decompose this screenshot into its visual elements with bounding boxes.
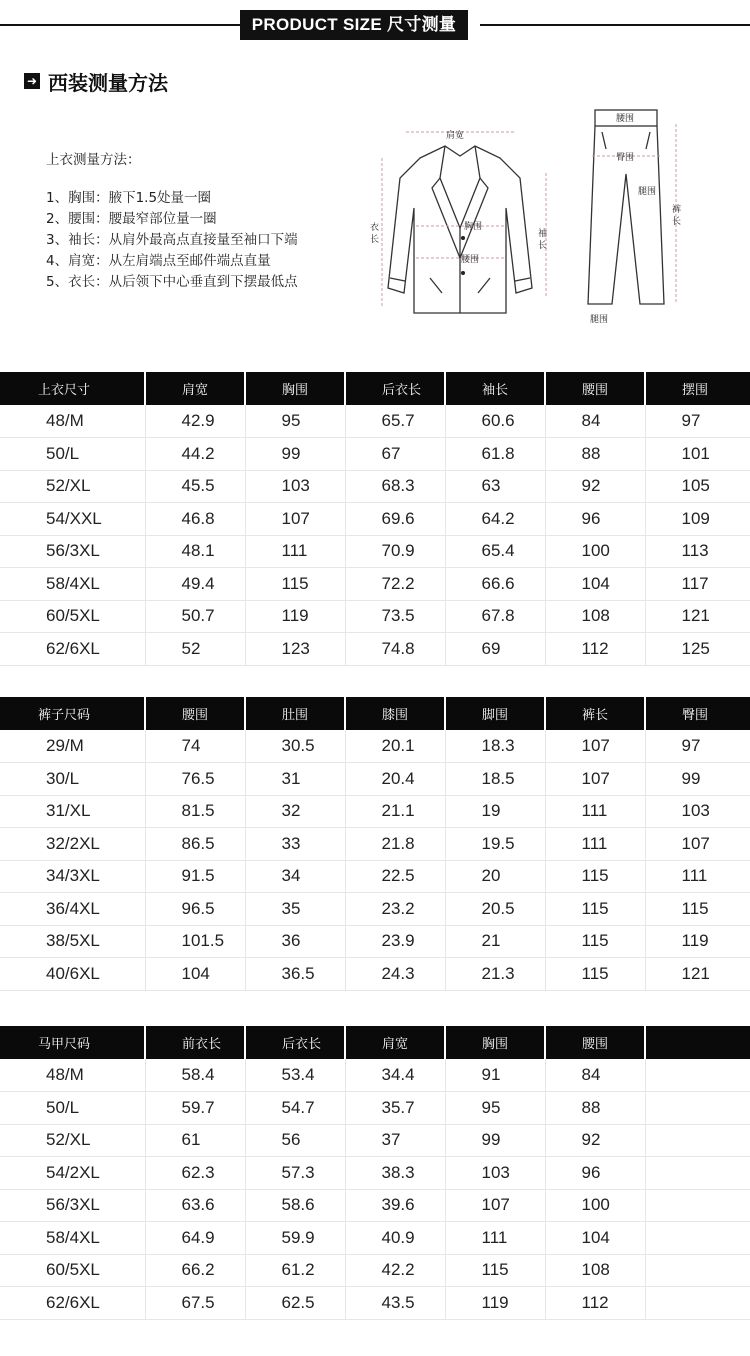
measurement-cell: 119 xyxy=(245,600,345,633)
diagram-label-hip: 臀围 xyxy=(616,153,635,163)
pants-measurement-diagram xyxy=(580,104,690,329)
measurement-cell: 34.4 xyxy=(345,1059,445,1092)
measurement-cell: 111 xyxy=(545,828,645,861)
measurement-cell: 30.5 xyxy=(245,730,345,763)
measurement-cell: 23.2 xyxy=(345,893,445,926)
measurement-cell: 108 xyxy=(545,600,645,633)
table-row xyxy=(0,828,750,861)
measurement-cell: 61.8 xyxy=(445,438,545,471)
measurement-cell: 33 xyxy=(245,828,345,861)
table-row xyxy=(0,405,750,438)
measurement-cell: 61.2 xyxy=(245,1254,345,1287)
measurement-cell: 35.7 xyxy=(345,1092,445,1125)
diagram-label-pants-length-1: 裤 xyxy=(672,205,682,215)
table-row xyxy=(0,893,750,926)
measurement-cell: 103 xyxy=(245,470,345,503)
measurement-cell: 115 xyxy=(645,893,750,926)
measurement-cell: 65.7 xyxy=(345,405,445,438)
measurement-cell: 20.5 xyxy=(445,893,545,926)
measurement-cell xyxy=(645,1157,750,1190)
size-cell: 32/2XL xyxy=(0,828,145,861)
size-cell: 34/3XL xyxy=(0,860,145,893)
table-row xyxy=(0,763,750,796)
size-cell: 50/L xyxy=(0,438,145,471)
table-row xyxy=(0,1222,750,1255)
diagram-label-pants-length-2: 长 xyxy=(672,217,682,227)
measurement-cell xyxy=(645,1189,750,1222)
measurement-cell: 115 xyxy=(545,860,645,893)
measurement-cell: 121 xyxy=(645,600,750,633)
measurement-cell: 19.5 xyxy=(445,828,545,861)
measurement-cell: 66.6 xyxy=(445,568,545,601)
measurement-cell: 46.8 xyxy=(145,503,245,536)
measurement-cell: 52 xyxy=(145,633,245,666)
measurement-cell: 18.3 xyxy=(445,730,545,763)
product-size-banner xyxy=(0,10,750,40)
table-row xyxy=(0,568,750,601)
table-row xyxy=(0,1124,750,1157)
column-header: 袖长 xyxy=(445,372,545,405)
measurement-cell: 65.4 xyxy=(445,535,545,568)
measurement-cell: 45.5 xyxy=(145,470,245,503)
column-header: 腰围 xyxy=(545,372,645,405)
measurement-cell: 119 xyxy=(645,925,750,958)
size-cell: 52/XL xyxy=(0,1124,145,1157)
measurement-cell: 44.2 xyxy=(145,438,245,471)
measurement-cell: 95 xyxy=(445,1092,545,1125)
measurement-cell: 69.6 xyxy=(345,503,445,536)
measurement-cell: 101.5 xyxy=(145,925,245,958)
measurement-cell: 115 xyxy=(545,925,645,958)
measurement-cell: 59.7 xyxy=(145,1092,245,1125)
column-header: 马甲尺码 xyxy=(0,1026,145,1059)
measurement-cell: 36 xyxy=(245,925,345,958)
measurement-cell: 76.5 xyxy=(145,763,245,796)
table-row xyxy=(0,1059,750,1092)
measurement-cell: 107 xyxy=(245,503,345,536)
column-header: 肩宽 xyxy=(145,372,245,405)
measurement-cell: 18.5 xyxy=(445,763,545,796)
measurement-cell: 34 xyxy=(245,860,345,893)
table-header-row xyxy=(0,1026,750,1059)
column-header: 前衣长 xyxy=(145,1026,245,1059)
instructions-heading: 上衣测量方法： xyxy=(46,152,141,168)
table-row xyxy=(0,1287,750,1320)
diagram-label-pants-waist: 腰围 xyxy=(616,114,635,124)
measurement-cell: 111 xyxy=(645,860,750,893)
diagram-label-chest: 胸围 xyxy=(464,222,483,232)
measurement-cell: 36.5 xyxy=(245,958,345,991)
measurement-cell: 67.5 xyxy=(145,1287,245,1320)
measurement-cell: 68.3 xyxy=(345,470,445,503)
instruction-item: 2、腰围：腰最窄部位量一圈 xyxy=(46,211,217,227)
size-cell: 36/4XL xyxy=(0,893,145,926)
column-header: 上衣尺寸 xyxy=(0,372,145,405)
measurement-cell: 115 xyxy=(445,1254,545,1287)
table-row xyxy=(0,1254,750,1287)
column-header: 肚围 xyxy=(245,697,345,730)
measurement-cell: 24.3 xyxy=(345,958,445,991)
column-header: 腰围 xyxy=(545,1026,645,1059)
measurement-cell: 111 xyxy=(545,795,645,828)
measurement-cell: 81.5 xyxy=(145,795,245,828)
size-cell: 58/4XL xyxy=(0,1222,145,1255)
column-header: 臀围 xyxy=(645,697,750,730)
section-heading xyxy=(24,66,168,96)
measurement-cell: 104 xyxy=(545,1222,645,1255)
measurement-cell: 63.6 xyxy=(145,1189,245,1222)
measurement-cell: 117 xyxy=(645,568,750,601)
table-header-row xyxy=(0,372,750,405)
measurement-cell: 115 xyxy=(545,958,645,991)
diagram-label-shoulder: 肩宽 xyxy=(446,131,465,141)
measurement-cell xyxy=(645,1124,750,1157)
measurement-cell: 123 xyxy=(245,633,345,666)
instruction-item: 5、衣长：从后领下中心垂直到下摆最低点 xyxy=(46,274,298,290)
measurement-cell: 107 xyxy=(445,1189,545,1222)
measurement-cell xyxy=(645,1287,750,1320)
column-header: 裤长 xyxy=(545,697,645,730)
measurement-cell: 88 xyxy=(545,1092,645,1125)
measurement-cell: 63 xyxy=(445,470,545,503)
measurement-cell xyxy=(645,1059,750,1092)
measurement-cell: 19 xyxy=(445,795,545,828)
pants-size-table xyxy=(0,697,750,991)
table-row xyxy=(0,1092,750,1125)
table-row xyxy=(0,470,750,503)
size-cell: 29/M xyxy=(0,730,145,763)
measurement-cell: 38.3 xyxy=(345,1157,445,1190)
diagram-label-waist: 腰围 xyxy=(461,255,480,265)
column-header: 胸围 xyxy=(245,372,345,405)
measurement-cell: 58.4 xyxy=(145,1059,245,1092)
measurement-cell: 43.5 xyxy=(345,1287,445,1320)
measurement-cell: 20.4 xyxy=(345,763,445,796)
measurement-cell: 54.7 xyxy=(245,1092,345,1125)
measurement-cell: 35 xyxy=(245,893,345,926)
table-row xyxy=(0,925,750,958)
measurement-cell: 99 xyxy=(645,763,750,796)
table-row xyxy=(0,535,750,568)
table-row xyxy=(0,600,750,633)
measurement-cell xyxy=(645,1222,750,1255)
measurement-cell: 96 xyxy=(545,1157,645,1190)
measurement-cell: 99 xyxy=(445,1124,545,1157)
measurement-cell: 99 xyxy=(245,438,345,471)
measurement-cell: 119 xyxy=(445,1287,545,1320)
measurement-cell: 64.2 xyxy=(445,503,545,536)
measurement-cell: 104 xyxy=(145,958,245,991)
instruction-item: 1、胸围：腋下1.5处量一圈 xyxy=(46,190,212,206)
column-header: 后衣长 xyxy=(245,1026,345,1059)
column-header: 脚围 xyxy=(445,697,545,730)
size-cell: 40/6XL xyxy=(0,958,145,991)
size-cell: 56/3XL xyxy=(0,1189,145,1222)
measurement-cell: 74.8 xyxy=(345,633,445,666)
measurement-cell: 103 xyxy=(645,795,750,828)
table-row xyxy=(0,1157,750,1190)
measurement-cell: 42.2 xyxy=(345,1254,445,1287)
measurement-cell: 39.6 xyxy=(345,1189,445,1222)
measurement-cell: 21.8 xyxy=(345,828,445,861)
measurement-cell: 115 xyxy=(245,568,345,601)
measurement-cell: 73.5 xyxy=(345,600,445,633)
measurement-cell: 31 xyxy=(245,763,345,796)
measurement-cell: 111 xyxy=(245,535,345,568)
measurement-cell: 67.8 xyxy=(445,600,545,633)
measurement-cell: 104 xyxy=(545,568,645,601)
measurement-cell: 42.9 xyxy=(145,405,245,438)
measurement-cell: 50.7 xyxy=(145,600,245,633)
measurement-cell: 84 xyxy=(545,1059,645,1092)
measurement-cell: 113 xyxy=(645,535,750,568)
size-cell: 60/5XL xyxy=(0,600,145,633)
measurement-cell: 100 xyxy=(545,1189,645,1222)
vest-size-table xyxy=(0,1026,750,1320)
measurement-cell: 96.5 xyxy=(145,893,245,926)
table-row xyxy=(0,860,750,893)
table-row xyxy=(0,1189,750,1222)
measurement-cell: 59.9 xyxy=(245,1222,345,1255)
measurement-cell: 23.9 xyxy=(345,925,445,958)
diagram-label-sleeve-2: 长 xyxy=(538,241,548,251)
size-cell: 60/5XL xyxy=(0,1254,145,1287)
measurement-cell: 62.3 xyxy=(145,1157,245,1190)
column-header: 膝围 xyxy=(345,697,445,730)
size-cell: 58/4XL xyxy=(0,568,145,601)
measurement-cell: 125 xyxy=(645,633,750,666)
measurement-cell: 107 xyxy=(545,730,645,763)
measurement-cell: 21.1 xyxy=(345,795,445,828)
measurement-cell: 91.5 xyxy=(145,860,245,893)
measurement-cell: 112 xyxy=(545,1287,645,1320)
size-cell: 62/6XL xyxy=(0,1287,145,1320)
measurement-cell: 70.9 xyxy=(345,535,445,568)
measurement-cell: 20.1 xyxy=(345,730,445,763)
measurement-cell: 111 xyxy=(445,1222,545,1255)
table-row xyxy=(0,438,750,471)
column-header: 腰围 xyxy=(145,697,245,730)
table-row xyxy=(0,633,750,666)
measurement-cell: 107 xyxy=(645,828,750,861)
jacket-measurement-diagram xyxy=(360,118,570,318)
diagram-label-hem: 腿围 xyxy=(590,315,609,325)
measurement-cell: 40.9 xyxy=(345,1222,445,1255)
measurement-cell: 105 xyxy=(645,470,750,503)
size-cell: 50/L xyxy=(0,1092,145,1125)
measurement-cell: 112 xyxy=(545,633,645,666)
diagram-label-length-2: 长 xyxy=(370,235,380,245)
column-header xyxy=(645,1026,750,1059)
column-header: 胸围 xyxy=(445,1026,545,1059)
size-cell: 31/XL xyxy=(0,795,145,828)
size-cell: 48/M xyxy=(0,1059,145,1092)
banner-rule-right xyxy=(480,24,750,26)
measurement-cell: 121 xyxy=(645,958,750,991)
measurement-cell: 86.5 xyxy=(145,828,245,861)
measurement-cell: 115 xyxy=(545,893,645,926)
size-cell: 56/3XL xyxy=(0,535,145,568)
column-header: 裤子尺码 xyxy=(0,697,145,730)
measurement-cell xyxy=(645,1254,750,1287)
size-cell: 54/2XL xyxy=(0,1157,145,1190)
measurement-cell: 66.2 xyxy=(145,1254,245,1287)
measurement-cell: 92 xyxy=(545,1124,645,1157)
measurement-cell: 108 xyxy=(545,1254,645,1287)
measurement-cell: 100 xyxy=(545,535,645,568)
measurement-cell: 67 xyxy=(345,438,445,471)
measurement-cell: 57.3 xyxy=(245,1157,345,1190)
instruction-item: 4、肩宽：从左肩端点至邮件端点直量 xyxy=(46,253,271,269)
measurement-cell: 74 xyxy=(145,730,245,763)
measurement-cell: 37 xyxy=(345,1124,445,1157)
size-cell: 54/XXL xyxy=(0,503,145,536)
measurement-cell: 91 xyxy=(445,1059,545,1092)
measurement-cell: 64.9 xyxy=(145,1222,245,1255)
measurement-cell: 56 xyxy=(245,1124,345,1157)
table-row xyxy=(0,730,750,763)
table-header-row xyxy=(0,697,750,730)
column-header: 后衣长 xyxy=(345,372,445,405)
measurement-cell: 96 xyxy=(545,503,645,536)
measurement-cell: 53.4 xyxy=(245,1059,345,1092)
column-header: 肩宽 xyxy=(345,1026,445,1059)
size-cell: 38/5XL xyxy=(0,925,145,958)
size-cell: 30/L xyxy=(0,763,145,796)
measurement-cell: 58.6 xyxy=(245,1189,345,1222)
banner-title: PRODUCT SIZE 尺寸测量 xyxy=(240,10,468,40)
instruction-item: 3、袖长：从肩外最高点直接量至袖口下端 xyxy=(46,232,298,248)
jacket-size-table xyxy=(0,372,750,666)
size-cell: 48/M xyxy=(0,405,145,438)
measurement-cell: 21.3 xyxy=(445,958,545,991)
measurement-cell: 60.6 xyxy=(445,405,545,438)
section-title: 西装测量方法 xyxy=(48,70,168,95)
measurement-cell: 84 xyxy=(545,405,645,438)
measurement-cell: 92 xyxy=(545,470,645,503)
measurement-cell: 32 xyxy=(245,795,345,828)
diagram-label-sleeve-1: 袖 xyxy=(538,229,548,239)
measurement-cell xyxy=(645,1092,750,1125)
size-cell: 62/6XL xyxy=(0,633,145,666)
table-row xyxy=(0,795,750,828)
measurement-instructions xyxy=(46,148,298,293)
measurement-cell: 97 xyxy=(645,405,750,438)
measurement-cell: 72.2 xyxy=(345,568,445,601)
measurement-cell: 109 xyxy=(645,503,750,536)
measurement-cell: 20 xyxy=(445,860,545,893)
table-row xyxy=(0,958,750,991)
table-row xyxy=(0,503,750,536)
measurement-cell: 88 xyxy=(545,438,645,471)
column-header: 摆围 xyxy=(645,372,750,405)
measurement-cell: 103 xyxy=(445,1157,545,1190)
measurement-cell: 49.4 xyxy=(145,568,245,601)
measurement-cell: 97 xyxy=(645,730,750,763)
banner-rule-left xyxy=(0,24,240,26)
measurement-cell: 95 xyxy=(245,405,345,438)
measurement-cell: 48.1 xyxy=(145,535,245,568)
measurement-cell: 61 xyxy=(145,1124,245,1157)
diagram-label-length-1: 衣 xyxy=(370,223,380,233)
measurement-cell: 101 xyxy=(645,438,750,471)
measurement-cell: 107 xyxy=(545,763,645,796)
size-cell: 52/XL xyxy=(0,470,145,503)
diagram-label-thigh: 腿围 xyxy=(638,187,657,197)
measurement-cell: 21 xyxy=(445,925,545,958)
arrow-right-icon: ➜ xyxy=(24,73,40,89)
measurement-cell: 69 xyxy=(445,633,545,666)
measurement-cell: 62.5 xyxy=(245,1287,345,1320)
measurement-cell: 22.5 xyxy=(345,860,445,893)
